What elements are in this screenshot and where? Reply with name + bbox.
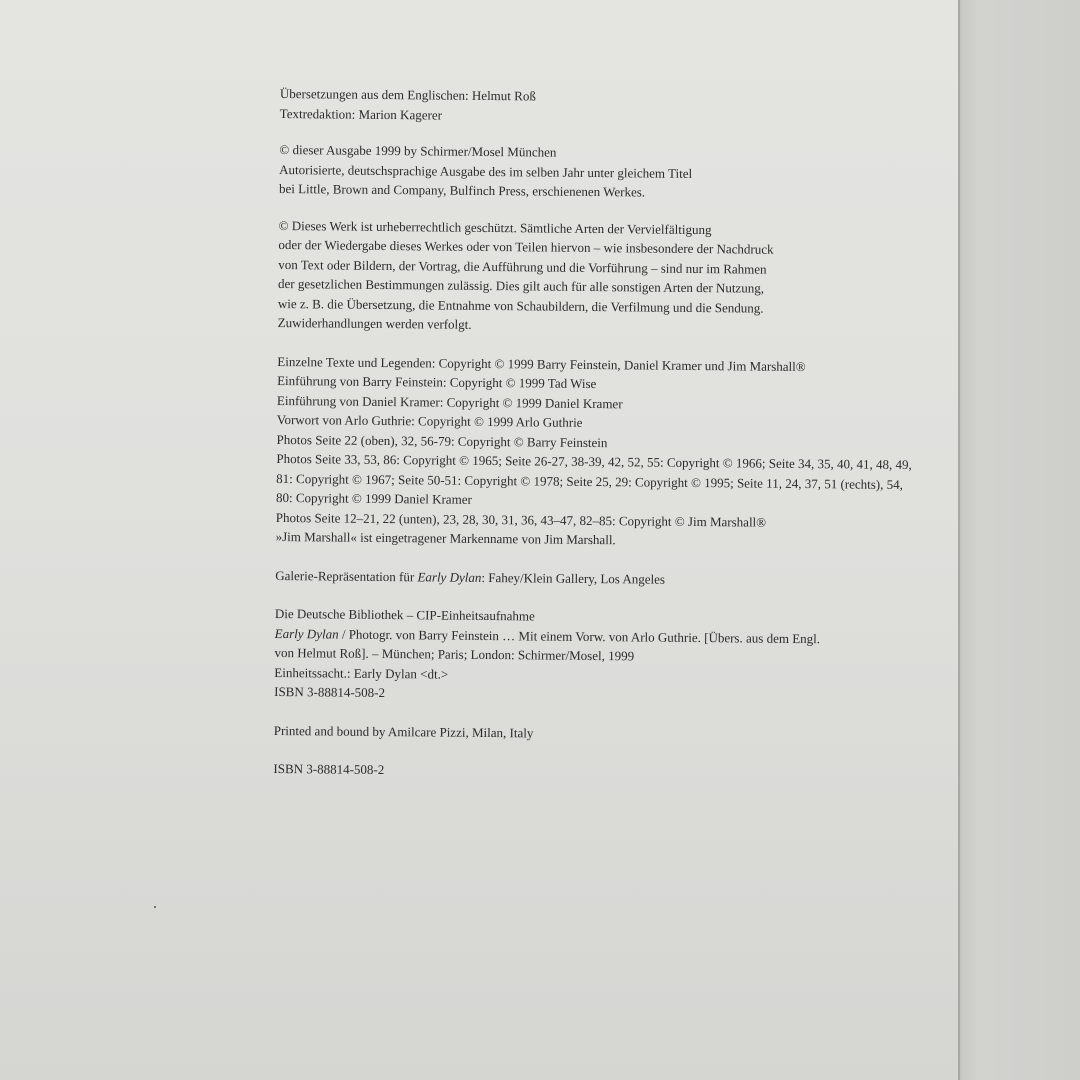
text-line: wie z. B. die Übersetzung, die Entnahme von Schaubildern, die Verfilmung und die Sendung. [277, 295, 764, 316]
text-line: Textredaktion: Marion Kagerer [279, 105, 443, 123]
text-line: Einführung von Barry Feinstein: Copyright © 1999 Tad Wise [277, 372, 597, 392]
text-line: Photos Seite 22 (oben), 32, 56-79: Copyright © Barry Feinstein [276, 431, 608, 450]
text-line: der gesetzlichen Bestimmungen zulässig. Dies gilt auch für alle sonstigen Arten der Nutzung, [278, 275, 765, 296]
text-line: von Helmut Roß]. – München; Paris; London: Schirmer/Mosel, 1999 [274, 644, 635, 664]
cip-isbn: ISBN 3-88814-508-2 [274, 683, 386, 701]
text-line: © Dieses Werk ist urheberrechtlich geschützt. Sämtliche Arten der Vervielfältigung [278, 217, 712, 237]
translation-credits [280, 84, 920, 129]
text-line: bei Little, Brown and Company, Bulfinch Press, erschienenen Werkes. [278, 180, 646, 200]
text-line: Printed and bound by Amilcare Pizzi, Milan, Italy [273, 722, 534, 740]
text-line: Photos Seite 12–21, 22 (unten), 23, 28, 30, 31, 36, 43–47, 82–85: Copyright © Jim Marshall® [275, 509, 767, 530]
gallery-suffix: : Fahey/Klein Gallery, Los Angeles [481, 569, 666, 587]
gallery-prefix: Galerie-Repräsentation für [275, 567, 418, 584]
text-line: Zuwiderhandlungen werden verfolgt. [277, 314, 472, 332]
cip-record [274, 604, 915, 708]
text-line [275, 565, 915, 591]
printer-notice [274, 720, 914, 746]
text-line: »Jim Marshall« ist eingetragener Markenname von Jim Marshall. [275, 528, 616, 548]
copyright-credits [276, 351, 918, 552]
text-line: Photos Seite 33, 53, 86: Copyright © 1965; Seite 26-27, 38-39, 42, 52, 55: Copyright © 1966; Seite 34, 35, 40, 41, 48, 49, [276, 450, 912, 473]
gallery-title: Early Dylan [417, 568, 482, 585]
text-line: oder der Wiedergabe dieses Werkes oder von Teilen hiervon – wie insbesondere der Nachdruck [278, 236, 774, 257]
text-line: Einführung von Daniel Kramer: Copyright © 1999 Daniel Kramer [276, 392, 623, 411]
text-line: 80: Copyright © 1999 Daniel Kramer [275, 489, 472, 507]
imprint-text [273, 84, 920, 804]
cip-line1-rest: / Photogr. von Barry Feinstein … Mit einem Vorw. von Arlo Guthrie. [Übers. aus dem Engl. [338, 626, 821, 646]
text-line: © dieser Ausgabe 1999 by Schirmer/Mosel München [279, 141, 557, 160]
edition-notice [279, 140, 920, 205]
text-line: Übersetzungen aus dem Englischen: Helmut Roß [279, 85, 536, 104]
text-line: 81: Copyright © 1967; Seite 50-51: Copyright © 1978; Seite 25, 29: Copyright © 1995; Seite 11, 24, 37, 51 (rechts), 54, [276, 470, 904, 492]
cip-heading: Die Deutsche Bibliothek – CIP-Einheitsaufnahme [274, 605, 535, 624]
text-line: Autorisierte, deutschsprachige Ausgabe des im selben Jahr unter gleichem Titel [279, 161, 693, 181]
isbn: ISBN 3-88814-508-2 [273, 760, 385, 778]
gallery-representation [275, 565, 915, 591]
isbn-block [273, 759, 913, 785]
facing-page-edge [958, 0, 1080, 1080]
text-line: Vorwort von Arlo Guthrie: Copyright © 1999 Arlo Guthrie [276, 411, 583, 430]
page-gutter-line [958, 0, 960, 1080]
text-line: von Text oder Bildern, der Vortrag, die Aufführung und die Vorführung – sind nur im Rahmen [278, 256, 767, 277]
text-line: Einzelne Texte und Legenden: Copyright © 1999 Barry Feinstein, Daniel Kramer und Jim Marshall® [277, 353, 806, 374]
cip-title: Early Dylan [274, 625, 339, 642]
rights-notice [278, 215, 919, 338]
text-line: Einheitssacht.: Early Dylan <dt.> [274, 664, 449, 682]
paper-speck [154, 906, 156, 908]
